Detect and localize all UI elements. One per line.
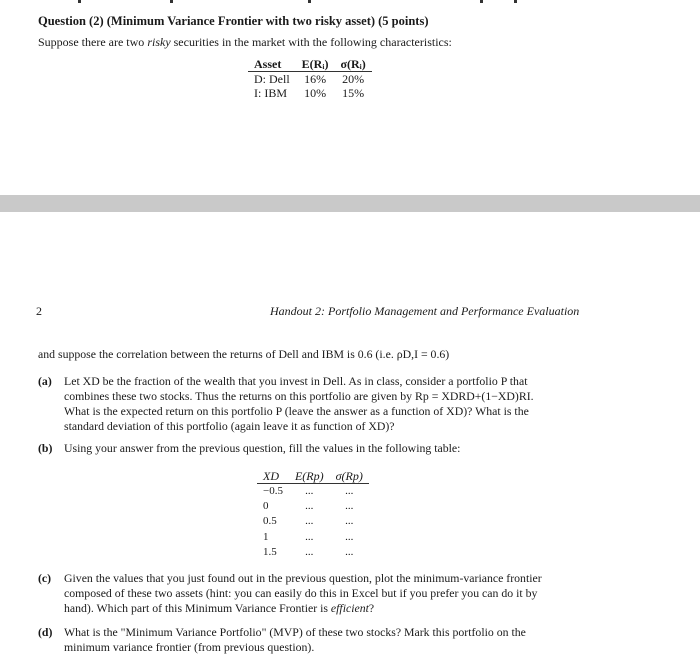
col-header-expected-return: E(Rᵢ) [296,57,335,72]
table-cell: ... [305,515,314,528]
table-cell: D: Dell [254,72,290,86]
table-cell: ... [305,500,314,513]
part-a-line: What is the expected return on this portfolio P (leave the answer as a function of XD)? What is the [64,404,529,418]
part-a-label: (a) [38,374,52,388]
question-intro [38,35,452,50]
col-header-xd: XD [257,469,289,484]
part-c-label: (c) [38,571,52,585]
table-cell: 10% [304,86,327,100]
table-cell: ... [345,500,354,513]
table-cell: 20% [342,72,365,86]
running-head: Handout 2: Portfolio Management and Performance Evaluation [270,304,580,318]
page-number: 2 [36,304,42,318]
intro-text-end: securities in the market with the following characteristics: [170,35,452,49]
table-row [257,530,369,545]
part-a-line: standard deviation of this portfolio (again leave it as function of XD)? [64,419,395,433]
part-d-line: What is the "Minimum Variance Portfolio" (MVP) of these two stocks? Mark this portfolio on the [64,625,526,639]
part-c-line3-end: ? [368,601,375,615]
table-row [248,86,372,100]
col-header-std-dev: σ(Rᵢ) [334,57,371,72]
table-cell: ... [305,545,314,558]
part-c [38,571,618,616]
table-cell: ... [345,515,354,528]
table-cell: −0.5 [263,485,283,497]
part-c-line3-text: hand). Which part of this Minimum Variance Frontier is [64,601,331,615]
part-c-line: composed of these two assets (hint: you can easily do this in Excel but if you prefer you can do it by [64,586,538,600]
part-c-emphasis: efficient [330,601,369,615]
table-cell: ... [345,485,354,497]
table-cell: ... [345,530,354,543]
part-c-line3 [38,601,618,616]
part-c-line: Given the values that you just found out in the previous question, plot the minimum-variance frontier [64,571,542,585]
table-cell: 1.5 [263,545,277,558]
part-a-line: combines these two stocks. Thus the returns on this portfolio are given by Rp = XDRD+(1−XD)RI. [64,389,534,403]
table-row [257,545,369,560]
correlation-text: and suppose the correlation between the returns of Dell and IBM is 0.6 (i.e. ρD,I = 0.6) [38,347,450,361]
table-cell: 16% [304,72,327,86]
table-header-row [248,57,372,72]
table-cell: I: IBM [254,86,287,100]
part-a-line: Let XD be the fraction of the wealth that you invest in Dell. As in class, consider a portfolio P that [64,374,528,388]
table-row [257,499,369,514]
asset-table [248,57,372,100]
portfolio-table [257,469,369,560]
table-cell: 0 [263,500,269,513]
table-header-row [257,469,369,484]
table-cell: 1 [263,530,269,543]
col-header-std-dev: σ(Rp) [330,469,369,484]
table-row [257,484,369,500]
table-cell: ... [305,530,314,543]
part-d-line: minimum variance frontier (from previous question). [64,640,315,654]
intro-emphasis: risky [147,35,171,49]
part-d-label: (d) [38,625,53,639]
table-row [248,72,372,87]
top-rule-marks [40,0,700,4]
table-cell: ... [305,485,314,497]
table-row [257,514,369,529]
intro-text: Suppose there are two [38,35,148,49]
part-b-label: (b) [38,441,53,455]
col-header-expected-return: E(Rp) [289,469,330,484]
col-header-asset: Asset [248,57,296,72]
table-cell: 15% [342,86,365,100]
page-separator-band [0,195,700,212]
part-d [38,625,618,655]
part-b-text: Using your answer from the previous question, fill the values in the following table: [64,441,461,455]
table-cell: ... [345,545,354,558]
table-cell: 0.5 [263,515,277,528]
part-b [38,441,618,456]
part-a [38,374,618,434]
question-title: Question (2) (Minimum Variance Frontier with two risky asset) (5 points) [38,14,429,28]
